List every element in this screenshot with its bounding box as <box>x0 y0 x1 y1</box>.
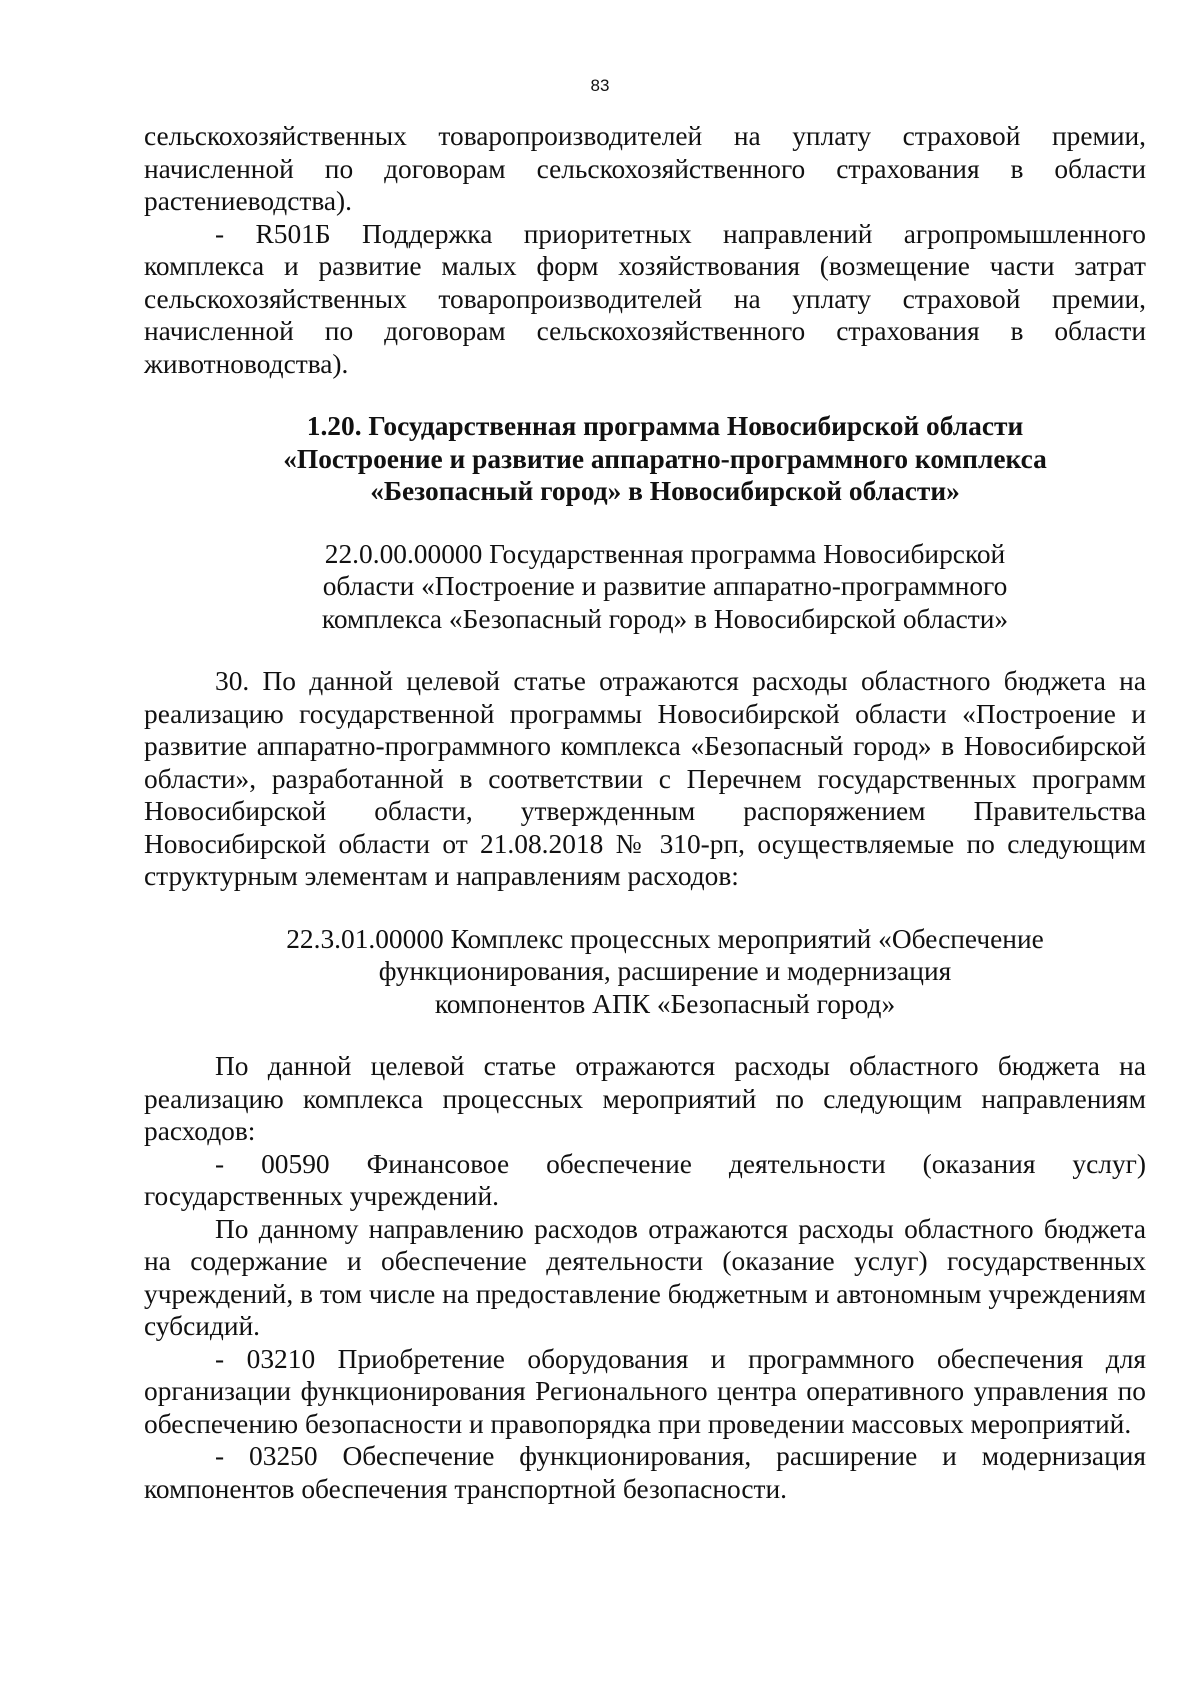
section-heading <box>144 410 1146 508</box>
item-03210-paragraph: - 03210 Приобретение оборудования и программного обеспечения для организации функционирования Регионального центра оперативного управления по обеспечению безопасности и правопорядка при проведении массовых мероприятий. <box>144 1343 1146 1439</box>
item-03250-paragraph: - 03250 Обеспечение функционирования, расширение и модернизация компонентов обеспечения транспортной безопасности. <box>144 1441 1146 1504</box>
section-heading-line-3: «Безопасный город» в Новосибирской области» <box>370 476 960 506</box>
complex-code-title-line-2: функционирования, расширение и модернизация <box>378 956 952 986</box>
program-code-title-line-3: комплекса «Безопасный город» в Новосибирской области» <box>321 603 1009 634</box>
complex-intro-paragraph: По данной целевой статье отражаются расходы областного бюджета на реализацию комплекса процессных мероприятий по следующим направлениям расходов: <box>144 1051 1146 1146</box>
page-number: 83 <box>590 76 610 95</box>
program-code-title <box>144 538 1146 636</box>
item-00590-description-paragraph: По данному направлению расходов отражаются расходы областного бюджета на содержание и обеспечение деятельности (оказание услуг) государственных учреждений, в том числе на предоставление бюджетным и автономным учреждениям субсидий. <box>144 1213 1146 1341</box>
paragraph-30: 30. По данной целевой статье отражаются расходы областного бюджета на реализацию государственной программы Новосибирской области «Построение и развитие аппаратно-программного комплекса «Безопасный город» в Новосибирской области», разработанной в соответствии с Перечнем государственных программ Новосибирской области, утвержденным распоряжением Правительства Новосибирской области от 21.08.2018 № 310-рп, осуществляемые по следующим структурным элементам и направлениям расходов: <box>144 666 1146 891</box>
complex-code-title-line-3: компонентов АПК «Безопасный город» <box>434 988 896 1019</box>
program-code-title-line-1: 22.0.00.00000 Государственная программа Новосибирской <box>324 538 1006 569</box>
program-code-title-line-2: области «Построение и развитие аппаратно-программного <box>322 571 1008 601</box>
section-heading-line-2: «Построение и развитие аппаратно-программного комплекса <box>283 443 1047 474</box>
item-00590-paragraph: - 00590 Финансовое обеспечение деятельности (оказания услуг) государственных учреждений. <box>144 1148 1146 1211</box>
document-page <box>144 0 1146 1505</box>
item-r501b-paragraph: - R501Б Поддержка приоритетных направлений агропромышленного комплекса и развитие малых форм хозяйствования (возмещение части затрат сельскохозяйственных товаропроизводителей на уплату страховой премии, начисленной по договорам сельскохозяйственного страхования в области животноводства). <box>144 218 1146 379</box>
complex-code-title-line-1: 22.3.01.00000 Комплекс процессных мероприятий «Обеспечение <box>286 923 1044 954</box>
intro-continuation-paragraph: сельскохозяйственных товаропроизводителей на уплату страховой премии, начисленной по договорам сельскохозяйственного страхования в области растениеводства). <box>144 121 1146 216</box>
section-heading-line-1: 1.20. Государственная программа Новосибирской области <box>306 411 1024 441</box>
complex-code-title <box>144 923 1146 1021</box>
